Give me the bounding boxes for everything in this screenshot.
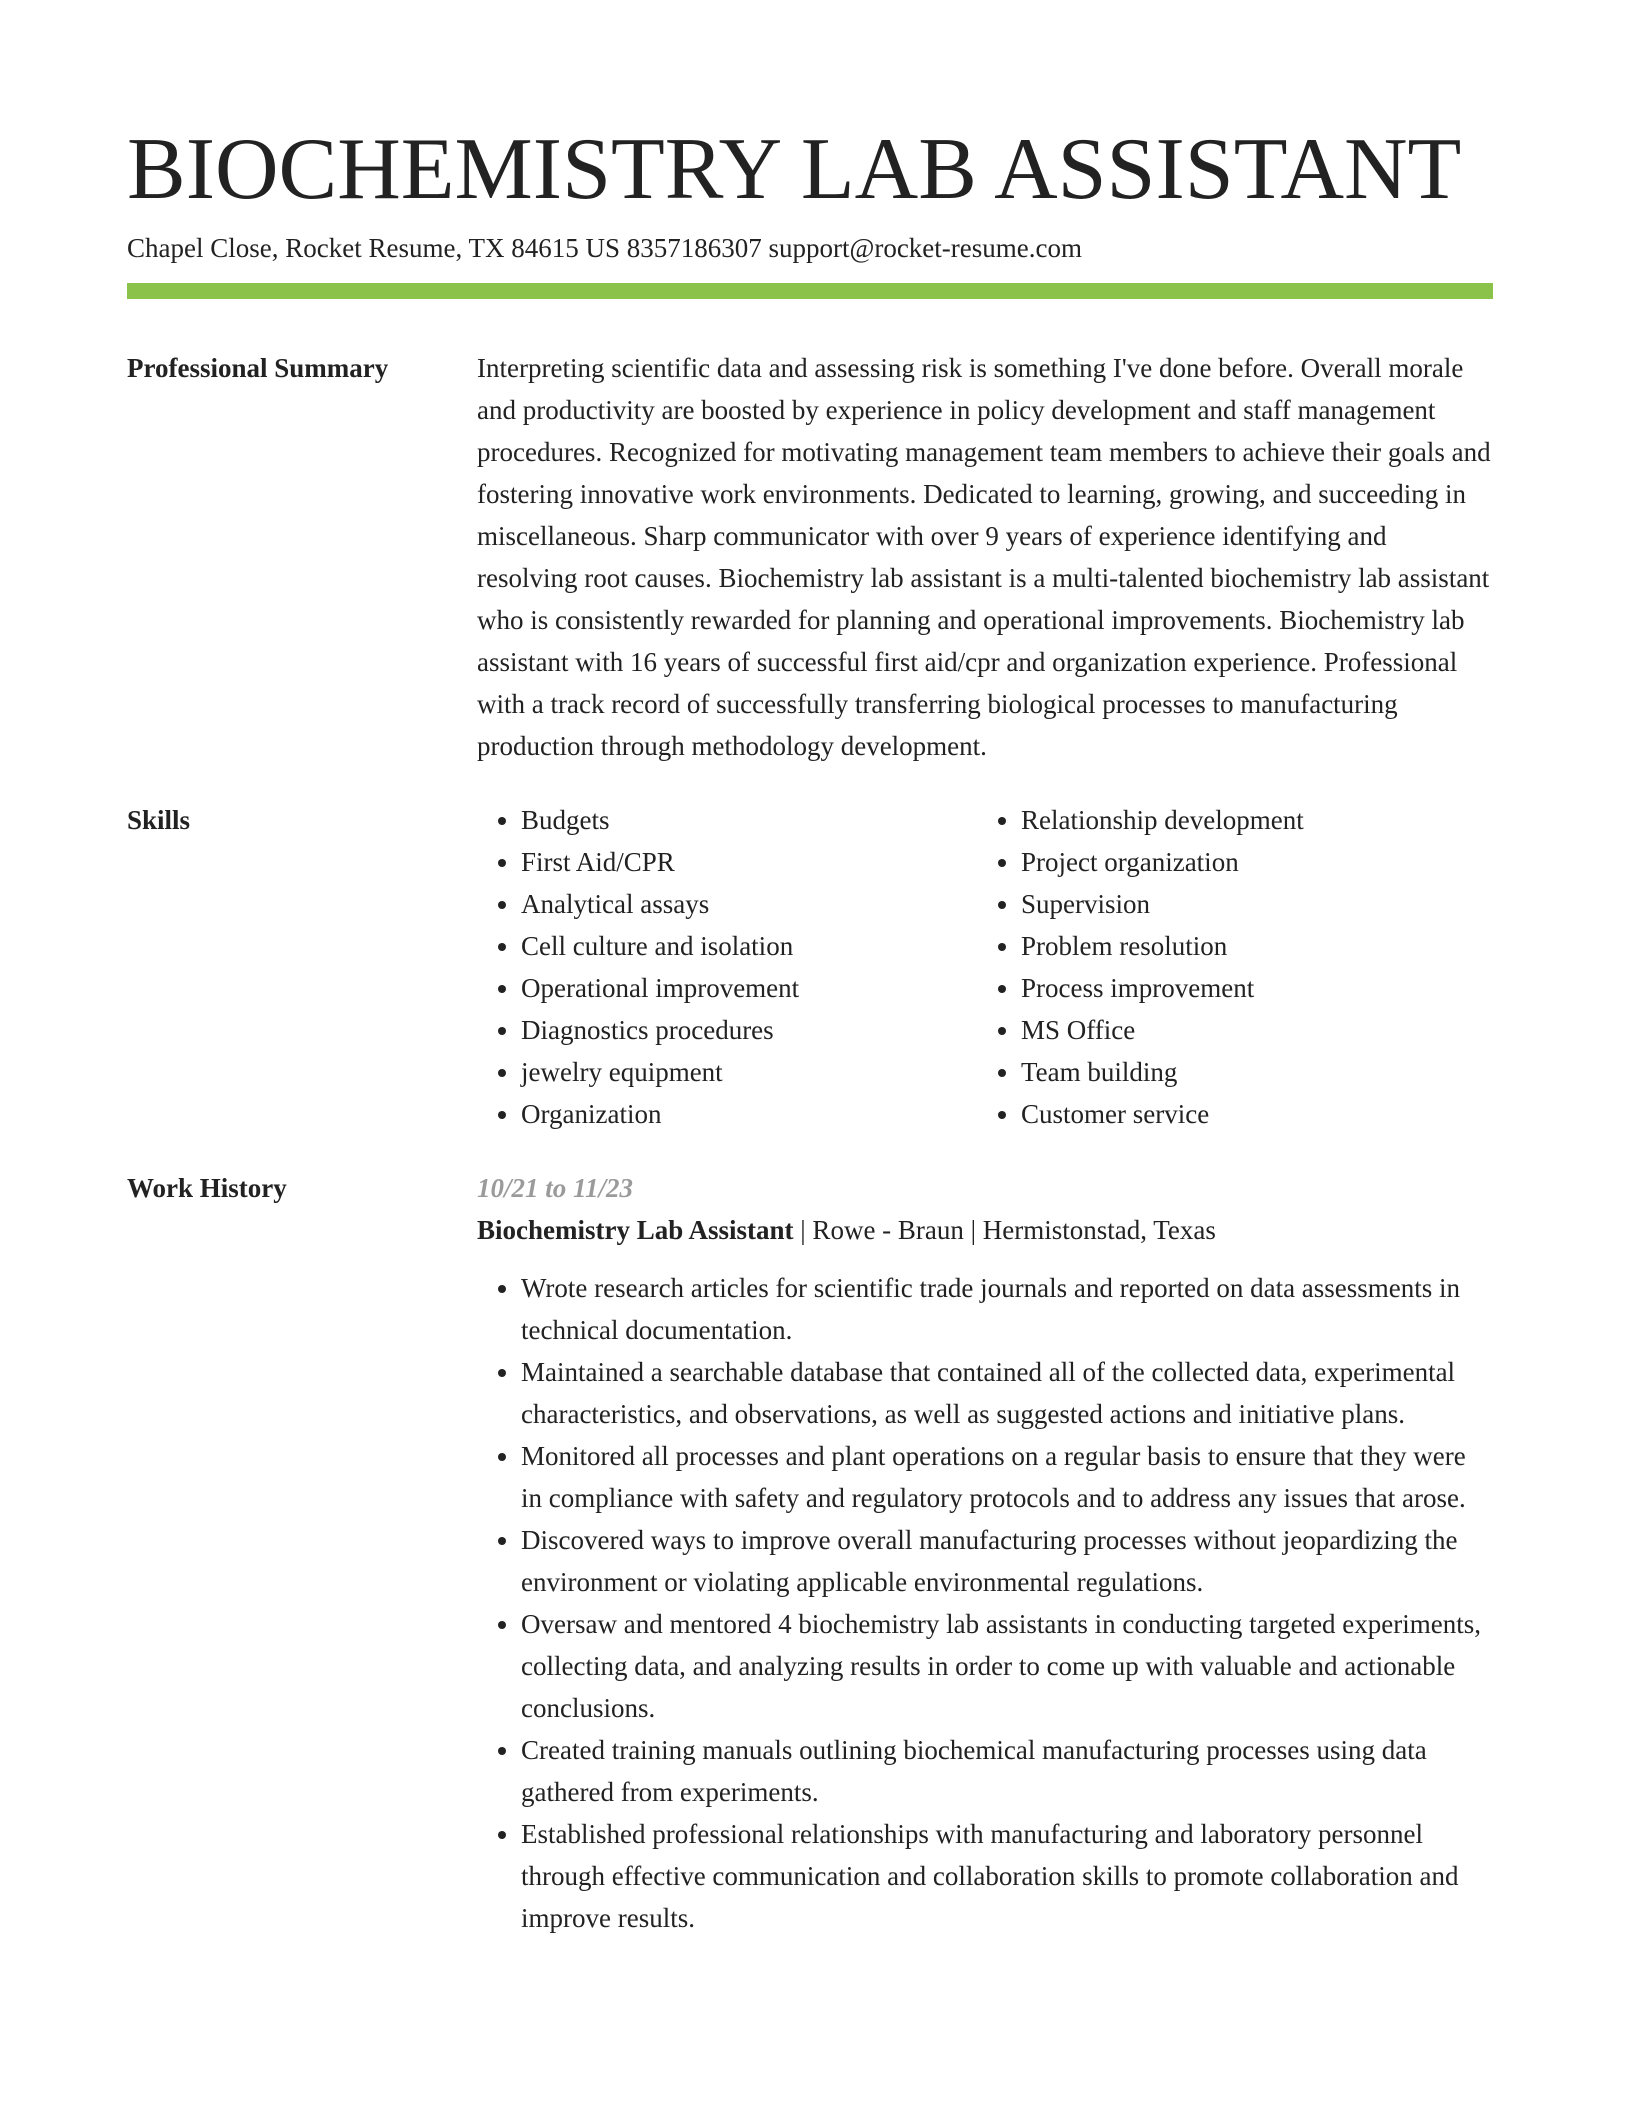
job-title: Biochemistry Lab Assistant bbox=[477, 1215, 794, 1245]
job-line bbox=[477, 1209, 1493, 1251]
skills-heading: Skills bbox=[127, 805, 191, 835]
skill-item: • Supervision bbox=[1021, 883, 1477, 925]
skill-item: • Relationship development bbox=[1021, 799, 1477, 841]
contact-line: Chapel Close, Rocket Resume, TX 84615 US 8357186307 support@rocket-resume.com bbox=[127, 233, 1082, 263]
summary-section bbox=[127, 347, 1493, 767]
job-bullet: • Wrote research articles for scientific trade journals and reported on data assessments in technical documentation. bbox=[521, 1267, 1493, 1351]
skill-item: • First Aid/CPR bbox=[521, 841, 977, 883]
summary-text: Interpreting scientific data and assessing risk is something I've done before. Overall morale and productivity are boosted by experience in policy development and staff management procedures. Recognized for motivating management team members to achieve their goals and fostering innovative work environments. Dedicated to learning, growing, and succeeding in miscellaneous. Sharp communicator with over 9 years of experience identifying and resolving root causes. Biochemistry lab assistant is a multi-talented biochemistry lab assistant who is consistently rewarded for planning and operational improvements. Biochemistry lab assistant with 16 years of successful first aid/cpr and organization experience. Professional with a track record of successfully transferring biological processes to manufacturing production through methodology development. bbox=[477, 353, 1491, 761]
skill-item: • Diagnostics procedures bbox=[521, 1009, 977, 1051]
job-bullet: • Monitored all processes and plant operations on a regular basis to ensure that they were in compliance with safety and regulatory protocols and to address any issues that arose. bbox=[521, 1435, 1493, 1519]
job-bullet: • Discovered ways to improve overall manufacturing processes without jeopardizing the environment or violating applicable environmental regulations. bbox=[521, 1519, 1493, 1603]
skill-item: • Project organization bbox=[1021, 841, 1477, 883]
skill-item: • Analytical assays bbox=[521, 883, 977, 925]
skill-item: • Team building bbox=[1021, 1051, 1477, 1093]
skill-item: • Customer service bbox=[1021, 1093, 1477, 1135]
skill-item: • Process improvement bbox=[1021, 967, 1477, 1009]
job-bullet: • Established professional relationships with manufacturing and laboratory personnel through effective communication and collaboration skills to promote collaboration and improve results. bbox=[521, 1813, 1493, 1939]
work-history-heading: Work History bbox=[127, 1173, 287, 1203]
skill-item: • Budgets bbox=[521, 799, 977, 841]
job-bullets bbox=[477, 1267, 1493, 1939]
job-entry bbox=[477, 1167, 1493, 1939]
job-details: | Rowe - Braun | Hermistonstad, Texas bbox=[793, 1215, 1216, 1245]
skills-list-left bbox=[477, 799, 977, 1135]
skills-body bbox=[477, 799, 1493, 1135]
skill-item: • Organization bbox=[521, 1093, 977, 1135]
skill-item: • jewelry equipment bbox=[521, 1051, 977, 1093]
skill-item: • Problem resolution bbox=[1021, 925, 1477, 967]
job-bullet: • Created training manuals outlining biochemical manufacturing processes using data gathered from experiments. bbox=[521, 1729, 1493, 1813]
work-history-section bbox=[127, 1167, 1493, 1939]
resume-page bbox=[127, 118, 1493, 1939]
resume-name: BIOCHEMISTRY LAB ASSISTANT bbox=[127, 121, 1462, 218]
job-bullet: • Oversaw and mentored 4 biochemistry lab assistants in conducting targeted experiments, collecting data, and analyzing results in order to come up with valuable and actionable conclusions. bbox=[521, 1603, 1493, 1729]
summary-body bbox=[477, 347, 1493, 767]
work-history-body bbox=[477, 1167, 1493, 1939]
job-dates: 10/21 to 11/23 bbox=[477, 1173, 634, 1203]
skills-column-left bbox=[477, 799, 977, 1135]
skill-item: • Operational improvement bbox=[521, 967, 977, 1009]
skill-item: • MS Office bbox=[1021, 1009, 1477, 1051]
accent-divider bbox=[127, 283, 1493, 299]
summary-heading: Professional Summary bbox=[127, 353, 389, 383]
job-bullet: • Maintained a searchable database that contained all of the collected data, experimental characteristics, and observations, as well as suggested actions and initiative plans. bbox=[521, 1351, 1493, 1435]
skill-item: • Cell culture and isolation bbox=[521, 925, 977, 967]
skills-list-right bbox=[977, 799, 1477, 1135]
skills-section bbox=[127, 799, 1493, 1135]
skills-column-right bbox=[977, 799, 1477, 1135]
